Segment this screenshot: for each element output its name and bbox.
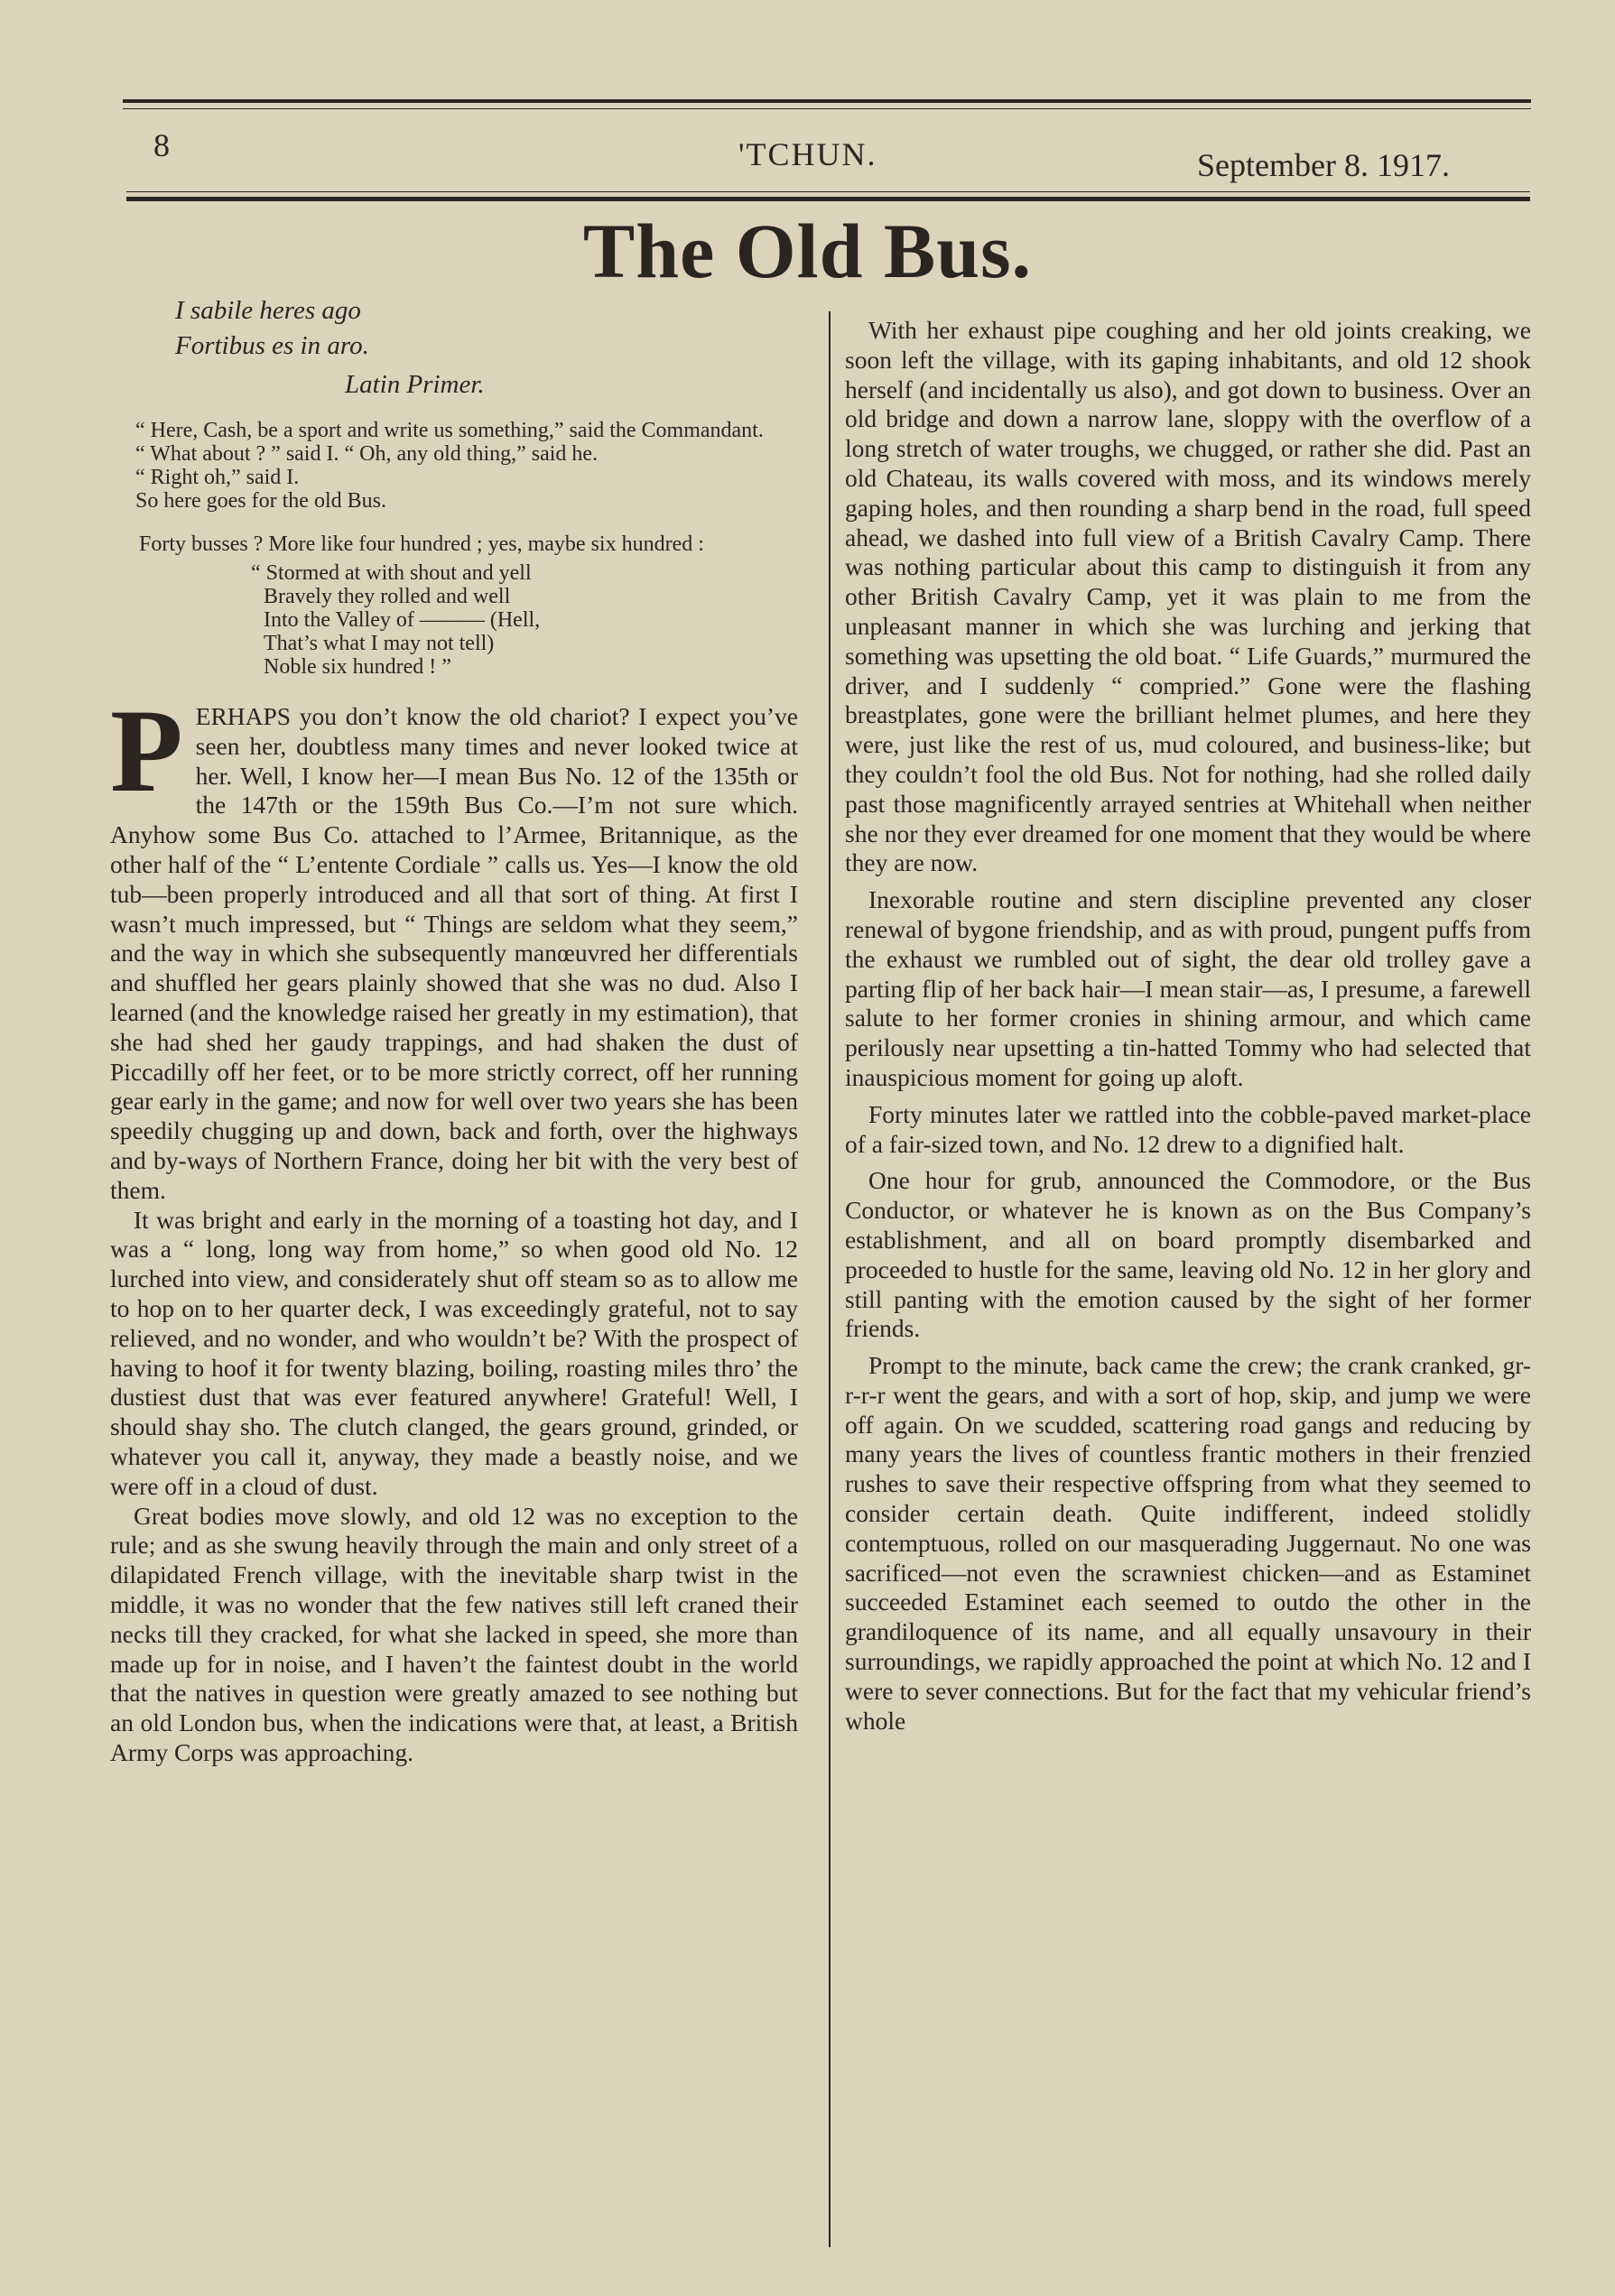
article-title: The Old Bus. [582,208,1033,294]
paragraph-text: ERHAPS you don’t know the old chariot? I expect you’ve seen her, doubtless many times and never looked twice at her. Well, I know her—I mean Bus No. 12 of the 135th or the 147th or the 159th Bus Co.—I’m not sure which. Anyhow some Bus Co. attached to l’Armee, Britannique, as the other half of the “ L’entente Cordiale ” calls us. Yes—I know the old tub—been properly introduced and all that sort of thing. At first I wasn’t much impressed, but “ Things are seldom what they seem,” and the way in which she subsequently manœuvred her differentials and shuffled her gears plainly showed that she was no dud. Also I learned (and the knowledge raised her greatly in my estimation), that she had shed her gaudy trappings, and had shaken the dust of Piccadilly off her feet, or to be more strictly correct, off her running gear early in the game; and now for well over two years she has been speedily chugging up and down, back and forth, over the highways and by-ways of Northern France, doing her bit with the very best of them. [110,702,798,1204]
poem-line: That’s what I may not tell) [264,632,495,655]
column-divider [829,311,831,2247]
poem-line: Bravely they rolled and well [264,585,511,608]
poem-line: “ Stormed at with shout and yell [251,561,532,585]
dialogue-line: “ Right oh,” said I. [135,466,300,489]
intro-text: Forty busses ? More like four hundred ; yes, maybe six hundred : [139,532,704,556]
epigraph-source: Latin Primer. [345,370,485,399]
paragraph: One hour for grub, announced the Commodore, or the Bus Conductor, or whatever he is known as on the Bus Company’s establishment, and all on board promptly disembarked and proceeded to hustle for the same, leaving old No. 12 in her glory and still panting with the emotion caused by the sight of her former friends. [845,1166,1531,1343]
paragraph: Forty minutes later we rattled into the cobble-paved market-place of a fair-sized town, and No. 12 drew to a dignified halt. [845,1099,1531,1158]
left-column [110,293,798,1768]
dialogue-line: “ What about ? ” said I. “ Oh, any old thing,” said he. [135,442,599,466]
paragraph: Inexorable routine and stern discipline prevented any closer renewal of bygone friendship, and as with proud, pungent puffs from the exhaust we rumbled out of sight, the dear old trolley gave a parting flip of her back hair—I mean stair—as, I presume, a farewell salute to her former cronies in shining armour, and which came perilously near upsetting a tin-hatted Tommy who had selected that inauspicious moment for going up aloft. [845,885,1531,1091]
paragraph [110,684,798,1206]
epigraph-line-1: I sabile heres ago [175,296,361,325]
dialogue-line: So here goes for the old Bus. [135,489,386,513]
epigraph [175,293,798,403]
issue-date: September 8. 1917. [1197,147,1450,183]
right-column [845,316,1531,1736]
header-rule-top-thin [123,108,1531,109]
header-rule-top [123,99,1531,103]
dialogue [110,419,798,513]
epigraph-line-2: Fortibus es in aro. [175,331,369,360]
paragraph: Prompt to the minute, back came the crew; the crank cranked, gr-r-r-r went the gears, and with a sort of hop, skip, and jump we were off again. On we scudded, scattering road gangs and reducing by many years the lives of countless frantic mothers in their frenzied rushes to save their respective offspring from what they seemed to consider certain death. Quite indifferent, indeed stolidly contemptuous, rolled on our masquerading Juggernaut. No one was sacrificed—not even the scrawniest chicken—and as Estaminet succeeded Estaminet each seemed to outdo the other in the grandiloquence of its name, and all equally unsavoury in their surroundings, we rapidly approached the point at which No. 12 and I were to sever connections. But for the fact that my vehicular friend’s whole [845,1351,1531,1735]
publication-name: 'TCHUN. [738,136,877,172]
paragraph: Great bodies move slowly, and old 12 was no exception to the rule; and as she swung heavily through the main and only street of a dilapidated French village, with the inevitable sharp twist in the middle, it was no wonder that the few natives still left craned their necks till they cracked, for what she lacked in speed, she more than made up for in noise, and I haven’t the faintest doubt in the world that the natives in question were greatly amazed to see nothing but an old London bus, when the indications were that, at least, a British Army Corps was approaching. [110,1501,798,1766]
article-body-left [110,684,798,1768]
dialogue-line: “ Here, Cash, be a sport and write us something,” said the Commandant. [135,419,764,442]
poem-line: Into the Valley of ——— (Hell, [264,608,541,632]
drop-cap: P [110,684,183,817]
poem-line: Noble six hundred ! ” [264,655,451,679]
paragraph: It was bright and early in the morning of a toasting hot day, and I was a “ long, long way from home,” so when good old No. 12 lurched into view, and considerately shut off steam so as to allow me to hop on to her quarter deck, I was exceedingly grateful, not to say relieved, and no wonder, and who wouldn’t be? With the prospect of having to hoof it for twenty blazing, boiling, roasting miles thro’ the dustiest dust that was ever featured anywhere! Grateful! Well, I should shay sho. The clutch clanged, the gears ground, grinded, or whatever you call it, anyway, they made a beastly noise, and we were off in a cloud of dust. [110,1205,798,1500]
poem [110,561,798,679]
page-number: 8 [153,127,170,163]
header-rule-bottom-thin [126,191,1530,192]
header-rule-bottom [126,197,1530,201]
paragraph: With her exhaust pipe coughing and her old joints creaking, we soon left the village, with its gaping inhabitants, and old 12 shook herself (and incidentally us also), and got down to business. Over an old bridge and down a narrow lane, sloppy with the overflow of a long stretch of water troughs, we chugged, or rather she did. Past an old Chateau, its walls covered with moss, and its windows merely gaping holes, and then rounding a sharp bend in the road, full speed ahead, we dashed into full view of a British Cavalry Camp. There was nothing particular about this camp to distinguish it from any other British Cavalry Camp, yet it was plain to me from the unpleasant manner in which she was lurching and jerking that something was upsetting the old boat. “ Life Guards,” murmured the driver, and I suddenly “ compried.” Gone were the flashing breastplates, gone were the brilliant helmet plumes, and here they were, just like the rest of us, mud coloured, and business-like; but they couldn’t fool the old Bus. Not for nothing, had she rolled daily past those magnificently arrayed sentries at Whitehall when neither she nor they ever dreamed for one moment that they would be where they are now. [845,316,1531,877]
intro-line [110,532,798,556]
